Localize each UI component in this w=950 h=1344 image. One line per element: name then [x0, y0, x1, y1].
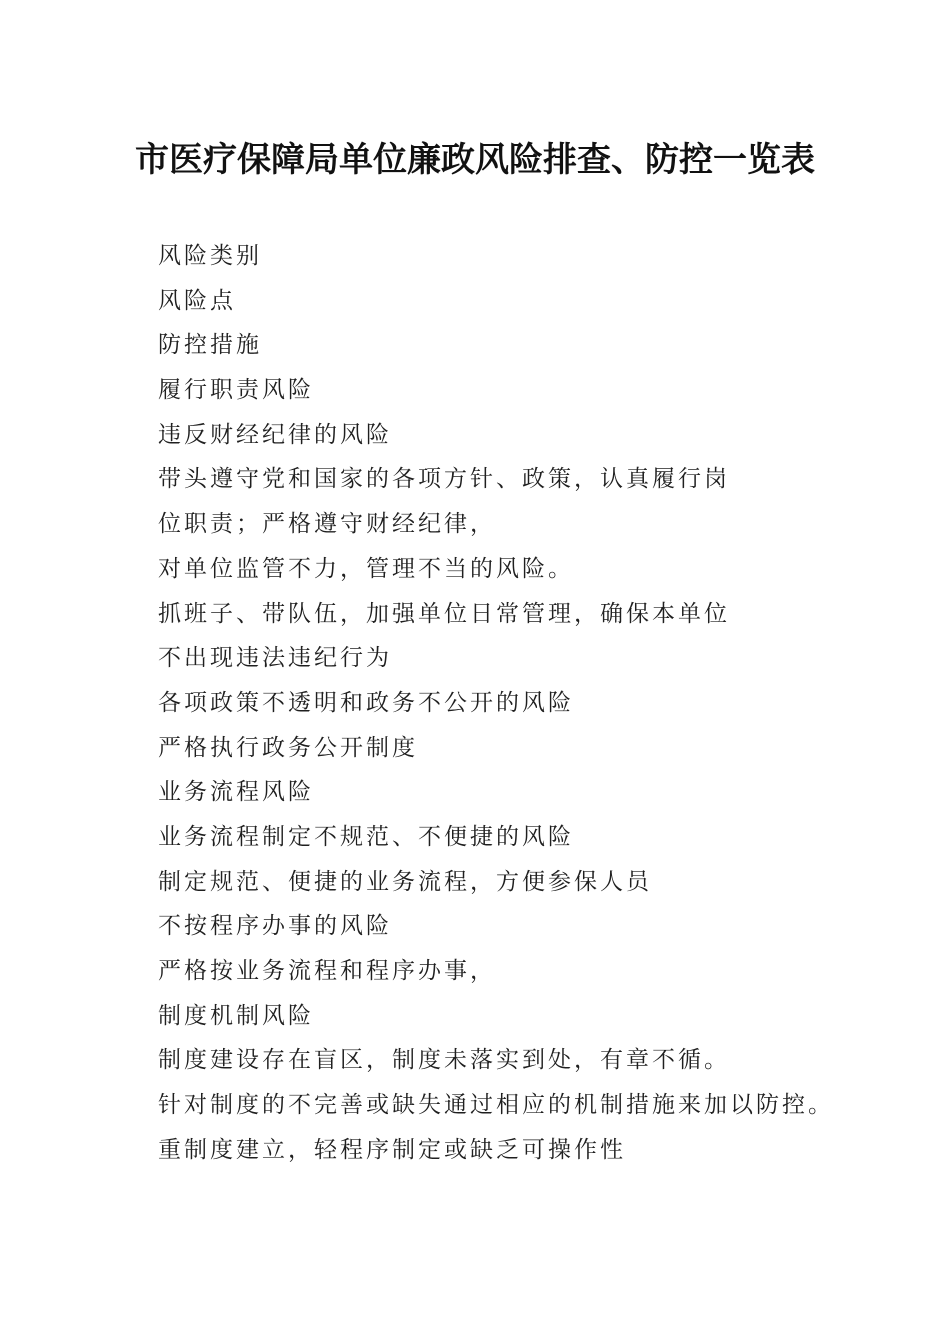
- body-line: 防控措施: [158, 332, 262, 359]
- body-line: 严格执行政务公开制度: [158, 734, 418, 761]
- body-line: 带头遵守党和国家的各项方针、政策，认真履行岗: [158, 466, 730, 493]
- body-line: 各项政策不透明和政务不公开的风险: [158, 689, 574, 716]
- body-line: 对单位监管不力，管理不当的风险。: [158, 555, 574, 582]
- body-line: 业务流程风险: [158, 779, 314, 806]
- body-line: 履行职责风险: [158, 377, 314, 404]
- body-line: 风险类别: [158, 243, 262, 269]
- body-line: 针对制度的不完善或缺失通过相应的机制措施来加以防控。: [158, 1092, 834, 1119]
- body-line: 制度建设存在盲区，制度未落实到处，有章不循。: [158, 1047, 730, 1074]
- document-body: [158, 234, 834, 1172]
- body-line: 严格按业务流程和程序办事，: [158, 958, 496, 984]
- body-line: 制定规范、便捷的业务流程，方便参保人员: [158, 868, 652, 895]
- body-line: 位职责；严格遵守财经纪律，: [158, 511, 496, 538]
- body-line: 不按程序办事的风险: [158, 913, 392, 940]
- body-line: 抓班子、带队伍，加强单位日常管理，确保本单位: [158, 600, 730, 627]
- body-line: 业务流程制定不规范、不便捷的风险: [158, 823, 574, 850]
- body-line: 重制度建立，轻程序制定或缺乏可操作性: [158, 1136, 626, 1163]
- body-line: 风险点: [158, 287, 236, 314]
- body-line: 制度机制风险: [158, 1002, 314, 1029]
- body-line: 违反财经纪律的风险: [158, 421, 392, 448]
- body-line: 不出现违法违纪行为: [158, 645, 392, 672]
- document-title: 市医疗保障局单位廉政风险排查、防控一览表: [135, 140, 815, 180]
